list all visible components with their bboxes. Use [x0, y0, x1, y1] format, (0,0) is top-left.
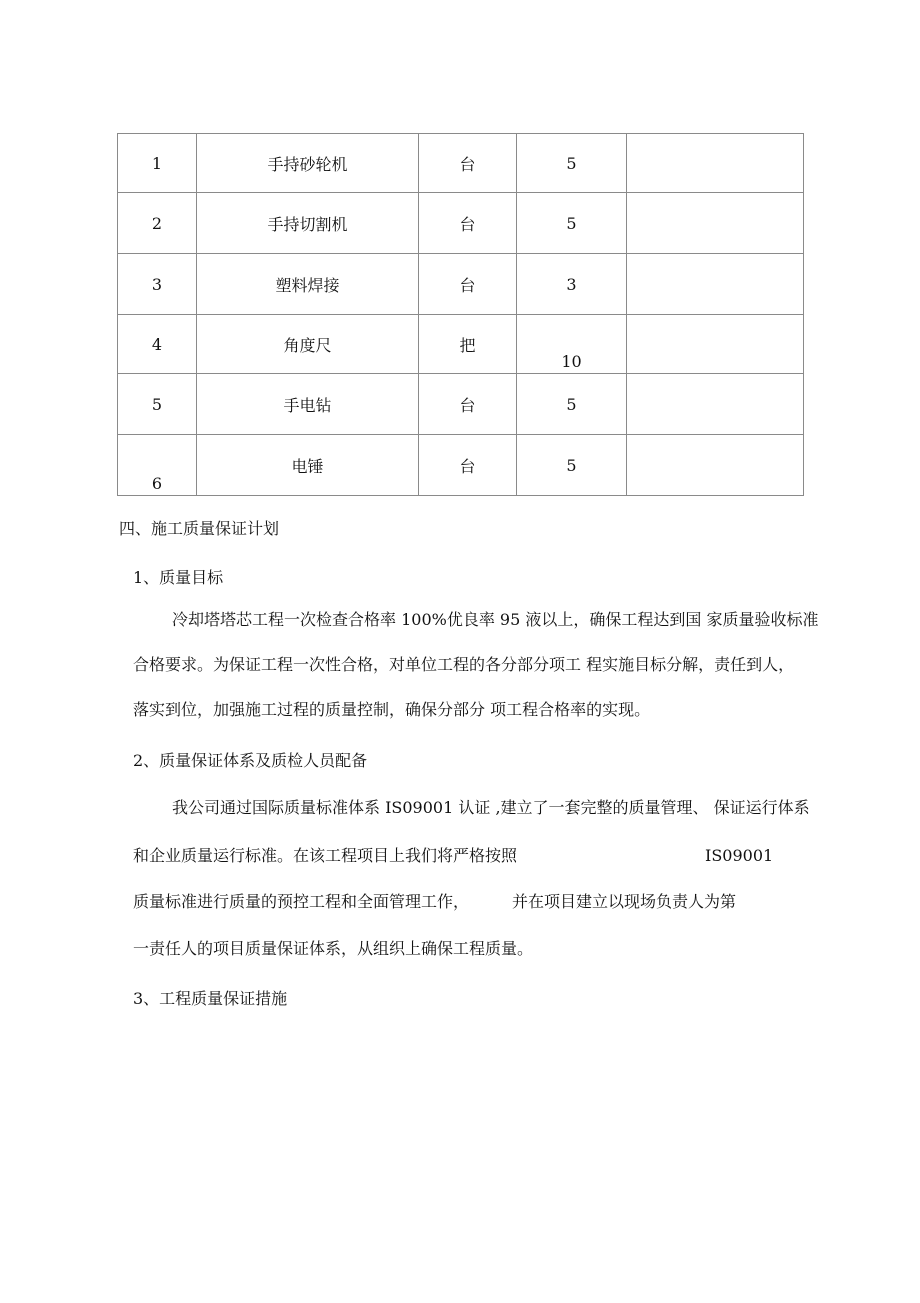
sub2-line-2-right: IS09001 [705, 846, 774, 865]
table-row [118, 315, 804, 374]
cell-qty: 3 [517, 254, 627, 315]
cell-name: 角度尺 [197, 315, 419, 374]
cell-no: 3 [118, 254, 197, 315]
cell-no: 1 [118, 134, 197, 193]
sub1-line-1: 冷却塔塔芯工程一次检查合格率 100%优良率 95 液以上，确保工程达到国 家质量验收标准 [172, 610, 819, 629]
cell-no [118, 435, 197, 496]
table-row [118, 193, 804, 254]
cell-no-value: 6 [151, 474, 163, 493]
cell-name: 手持切割机 [197, 193, 419, 254]
table-row [118, 134, 804, 193]
sub1-line-2: 合格要求。为保证工程一次性合格，对单位工程的各分部分项工 程实施目标分解，责任到人， [133, 655, 795, 674]
table-row [118, 374, 804, 435]
cell-note [627, 254, 804, 315]
cell-note [627, 435, 804, 496]
sub2-line-3-left: 质量标准进行质量的预控工程和全面管理工作， [133, 892, 470, 911]
cell-name: 电锤 [197, 435, 419, 496]
equipment-table [117, 133, 804, 496]
cell-name: 塑料焊接 [197, 254, 419, 315]
sub1-heading: 1、质量目标 [133, 568, 224, 587]
cell-name: 手电钻 [197, 374, 419, 435]
cell-unit: 台 [419, 374, 517, 435]
cell-qty: 5 [517, 435, 627, 496]
cell-qty: 5 [517, 374, 627, 435]
sub2-line-1: 我公司通过国际质量标准体系 IS09001 认证 ,建立了一套完整的质量管理、 保证运行体系 [172, 798, 810, 817]
cell-unit: 台 [419, 254, 517, 315]
sub2-line-4: 一责任人的项目质量保证体系，从组织上确保工程质量。 [133, 939, 534, 958]
cell-unit: 台 [419, 193, 517, 254]
cell-no: 5 [118, 374, 197, 435]
sub2-line-3-right: 并在项目建立以现场负责人为第 [512, 892, 737, 911]
table-row [118, 254, 804, 315]
cell-qty-value: 10 [561, 352, 582, 371]
cell-note [627, 315, 804, 374]
cell-unit: 台 [419, 134, 517, 193]
cell-qty [517, 315, 627, 374]
cell-no: 2 [118, 193, 197, 254]
cell-qty: 5 [517, 134, 627, 193]
section-heading: 四、施工质量保证计划 [119, 519, 280, 538]
cell-unit: 把 [419, 315, 517, 374]
cell-unit: 台 [419, 435, 517, 496]
cell-note [627, 374, 804, 435]
sub2-heading: 2、质量保证体系及质检人员配备 [133, 751, 368, 770]
sub2-line-2-left: 和企业质量运行标准。在该工程项目上我们将严格按照 [133, 846, 518, 865]
sub1-line-3: 落实到位，加强施工过程的质量控制，确保分部分 项工程合格率的实现。 [133, 700, 651, 719]
cell-name: 手持砂轮机 [197, 134, 419, 193]
cell-note [627, 193, 804, 254]
sub1-paragraph [133, 610, 819, 720]
cell-qty: 5 [517, 193, 627, 254]
cell-note [627, 134, 804, 193]
cell-no: 4 [118, 315, 197, 374]
sub3-heading: 3、工程质量保证措施 [133, 989, 288, 1008]
table-row [118, 435, 804, 496]
